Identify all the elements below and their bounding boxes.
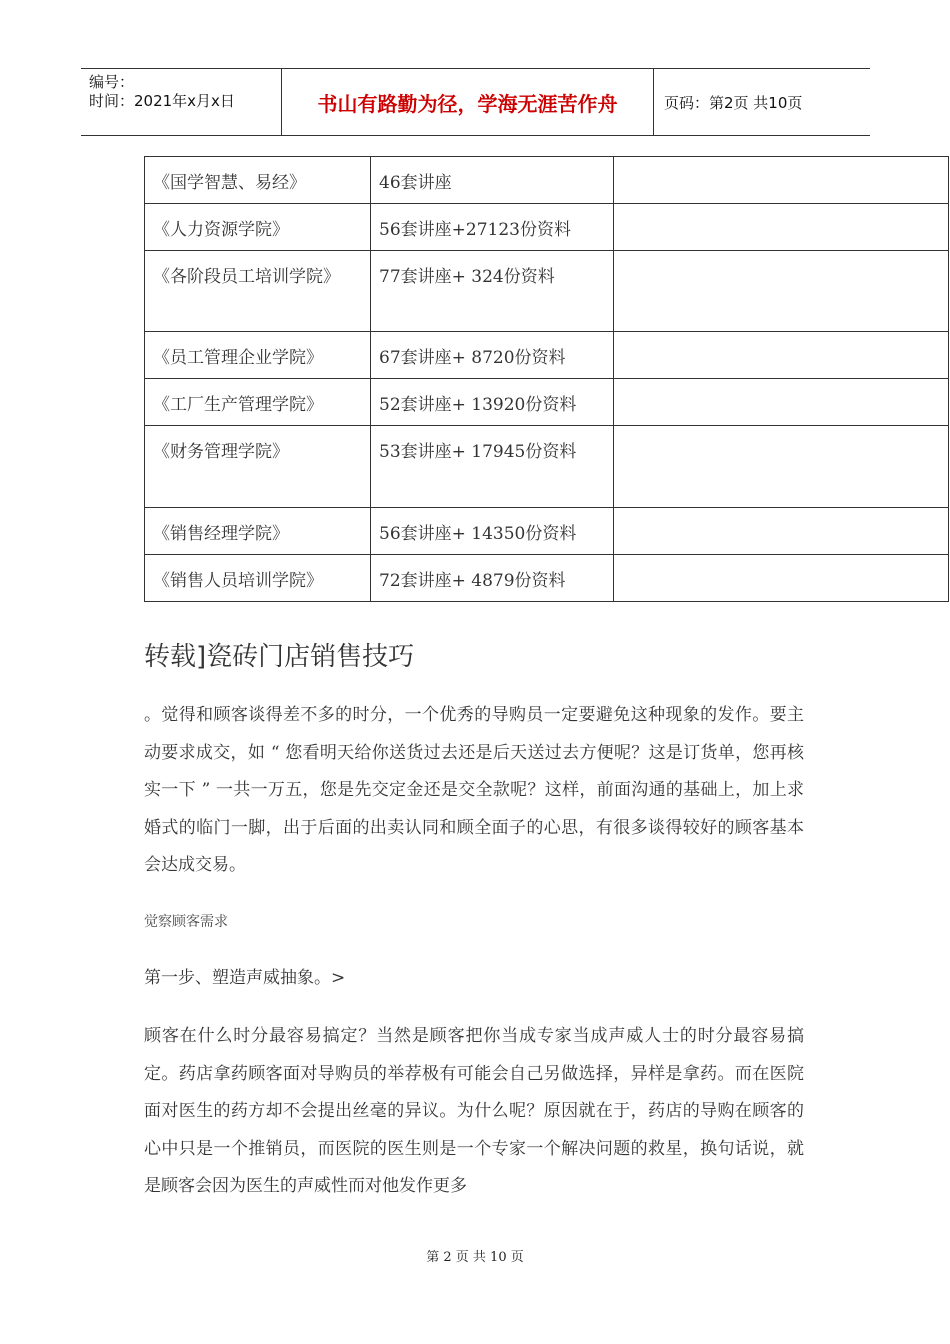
course-name-cell: 《人力资源学院》	[145, 204, 371, 251]
course-content-cell: 53套讲座+ 17945份资料	[371, 426, 614, 508]
course-note-cell	[614, 379, 949, 426]
course-content-cell: 56套讲座+ 14350份资料	[371, 508, 614, 555]
course-name-cell: 《各阶段员工培训学院》	[145, 251, 371, 332]
table-row	[145, 204, 949, 251]
table-row	[145, 508, 949, 555]
table-row	[145, 251, 949, 332]
article-title: 转载]瓷砖门店销售技巧	[144, 642, 415, 672]
article-paragraph-2: 顾客在什么时分最容易搞定？当然是顾客把你当成专家当成声威人士的时分最容易搞定。药店拿药顾客面对导购员的举荐极有可能会自己另做选择，异样是拿药。而在医院面对医生的药方却不会提出丝毫的异议。为什么呢？原因就在于，药店的导购在顾客的心中只是一个推销员，而医院的医生则是一个专家一个解决问题的救星，换句话说，就是顾客会因为医生的声威性而对他发作更多	[144, 1026, 804, 1196]
table-row	[145, 332, 949, 379]
course-content-cell: 46套讲座	[371, 157, 614, 204]
number-label: 编号：	[89, 73, 135, 91]
course-name-cell: 《工厂生产管理学院》	[145, 379, 371, 426]
course-content-cell: 77套讲座+ 324份资料	[371, 251, 614, 332]
course-name-cell: 《销售经理学院》	[145, 508, 371, 555]
course-name-cell: 《财务管理学院》	[145, 426, 371, 508]
header-meta	[81, 69, 282, 135]
course-name-cell: 《国学智慧、易经》	[145, 157, 371, 204]
article-paragraph-1: 。觉得和顾客谈得差不多的时分，一个优秀的导购员一定要避免这种现象的发作。要主动要求成交，如 “ 您看明天给你送货过去还是后天送过去方便呢？这是订货单，您再核实一下 ” 一共一万五，您是先交定金还是交全款呢？这样，前面沟通的基础上，加上求婚式的临门一脚，出于后面的出卖认同和顾全面子的心思，有很多谈得较好的顾客基本会达成交易。	[144, 705, 804, 875]
section-subheading: 觉察顾客需求	[144, 914, 228, 930]
course-table	[144, 156, 949, 602]
header-motto: 书山有路勤为径，学海无涯苦作舟	[282, 69, 654, 135]
step-heading: 第一步、塑造声威抽象。>	[144, 968, 346, 988]
page-header	[81, 68, 870, 136]
table-row	[145, 426, 949, 508]
course-content-cell: 72套讲座+ 4879份资料	[371, 555, 614, 602]
course-note-cell	[614, 332, 949, 379]
course-note-cell	[614, 251, 949, 332]
course-note-cell	[614, 508, 949, 555]
table-row	[145, 555, 949, 602]
course-name-cell: 《销售人员培训学院》	[145, 555, 371, 602]
table-row	[145, 379, 949, 426]
course-content-cell: 56套讲座+27123份资料	[371, 204, 614, 251]
course-name-cell: 《员工管理企业学院》	[145, 332, 371, 379]
course-content-cell: 67套讲座+ 8720份资料	[371, 332, 614, 379]
time-label: 时间：2021年x月x日	[89, 92, 235, 110]
header-page-info: 页码：第2页 共10页	[664, 93, 803, 112]
course-note-cell	[614, 157, 949, 204]
course-note-cell	[614, 555, 949, 602]
course-note-cell	[614, 426, 949, 508]
table-row	[145, 157, 949, 204]
course-note-cell	[614, 204, 949, 251]
course-content-cell: 52套讲座+ 13920份资料	[371, 379, 614, 426]
page-footer: 第 2 页 共 10 页	[426, 1250, 524, 1265]
